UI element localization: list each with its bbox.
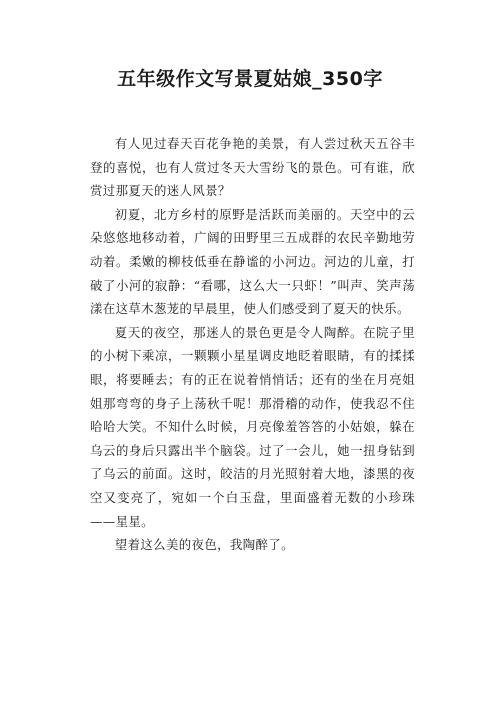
paragraph-1: 有人见过春天百花争艳的美景，有人尝过秋天五谷丰登的喜悦，也有人赏过冬天大雪纷飞的景色。可有谁，欣赏过那夏天的迷人风景？ [90, 136, 415, 199]
document-title: 五年级作文写景夏姑娘_350字 [117, 68, 383, 90]
paragraph-4: 望着这么美的夜色，我陶醉了。 [114, 537, 294, 553]
paragraph-3: 夏天的夜空，那迷人的景色更是令人陶醉。在院子里的小树下乘凉，一颗颗小星星调皮地眨着眼睛，有的揉揉眼，将要睡去；有的正在说着悄悄话；还有的坐在月亮姐姐那弯弯的身子上荡秋千呢！那滑稽的动作，使我忍不住哈哈大笑。不知什么时候，月亮像羞答答的小姑娘，躲在乌云的身后只露出半个脑袋。过了一会儿，她一扭身钻到了乌云的前面。这时，皎洁的月光照射着大地，漆黑的夜空又变亮了，宛如一个白玉盘，里面盛着无数的小珍珠——星星。 [90, 324, 415, 529]
document-body [90, 132, 415, 557]
paragraph-2: 初夏，北方乡村的原野是活跃而美丽的。天空中的云朵悠悠地移动着，广阔的田野里三五成群的农民辛勤地劳动着。柔嫩的柳枝低垂在静谧的小河边。河边的儿童，打破了小河的寂静：“看哪，这么大一只虾！”叫声、笑声荡漾在这草木葱茏的早晨里，使人们感受到了夏天的快乐。 [90, 206, 415, 317]
